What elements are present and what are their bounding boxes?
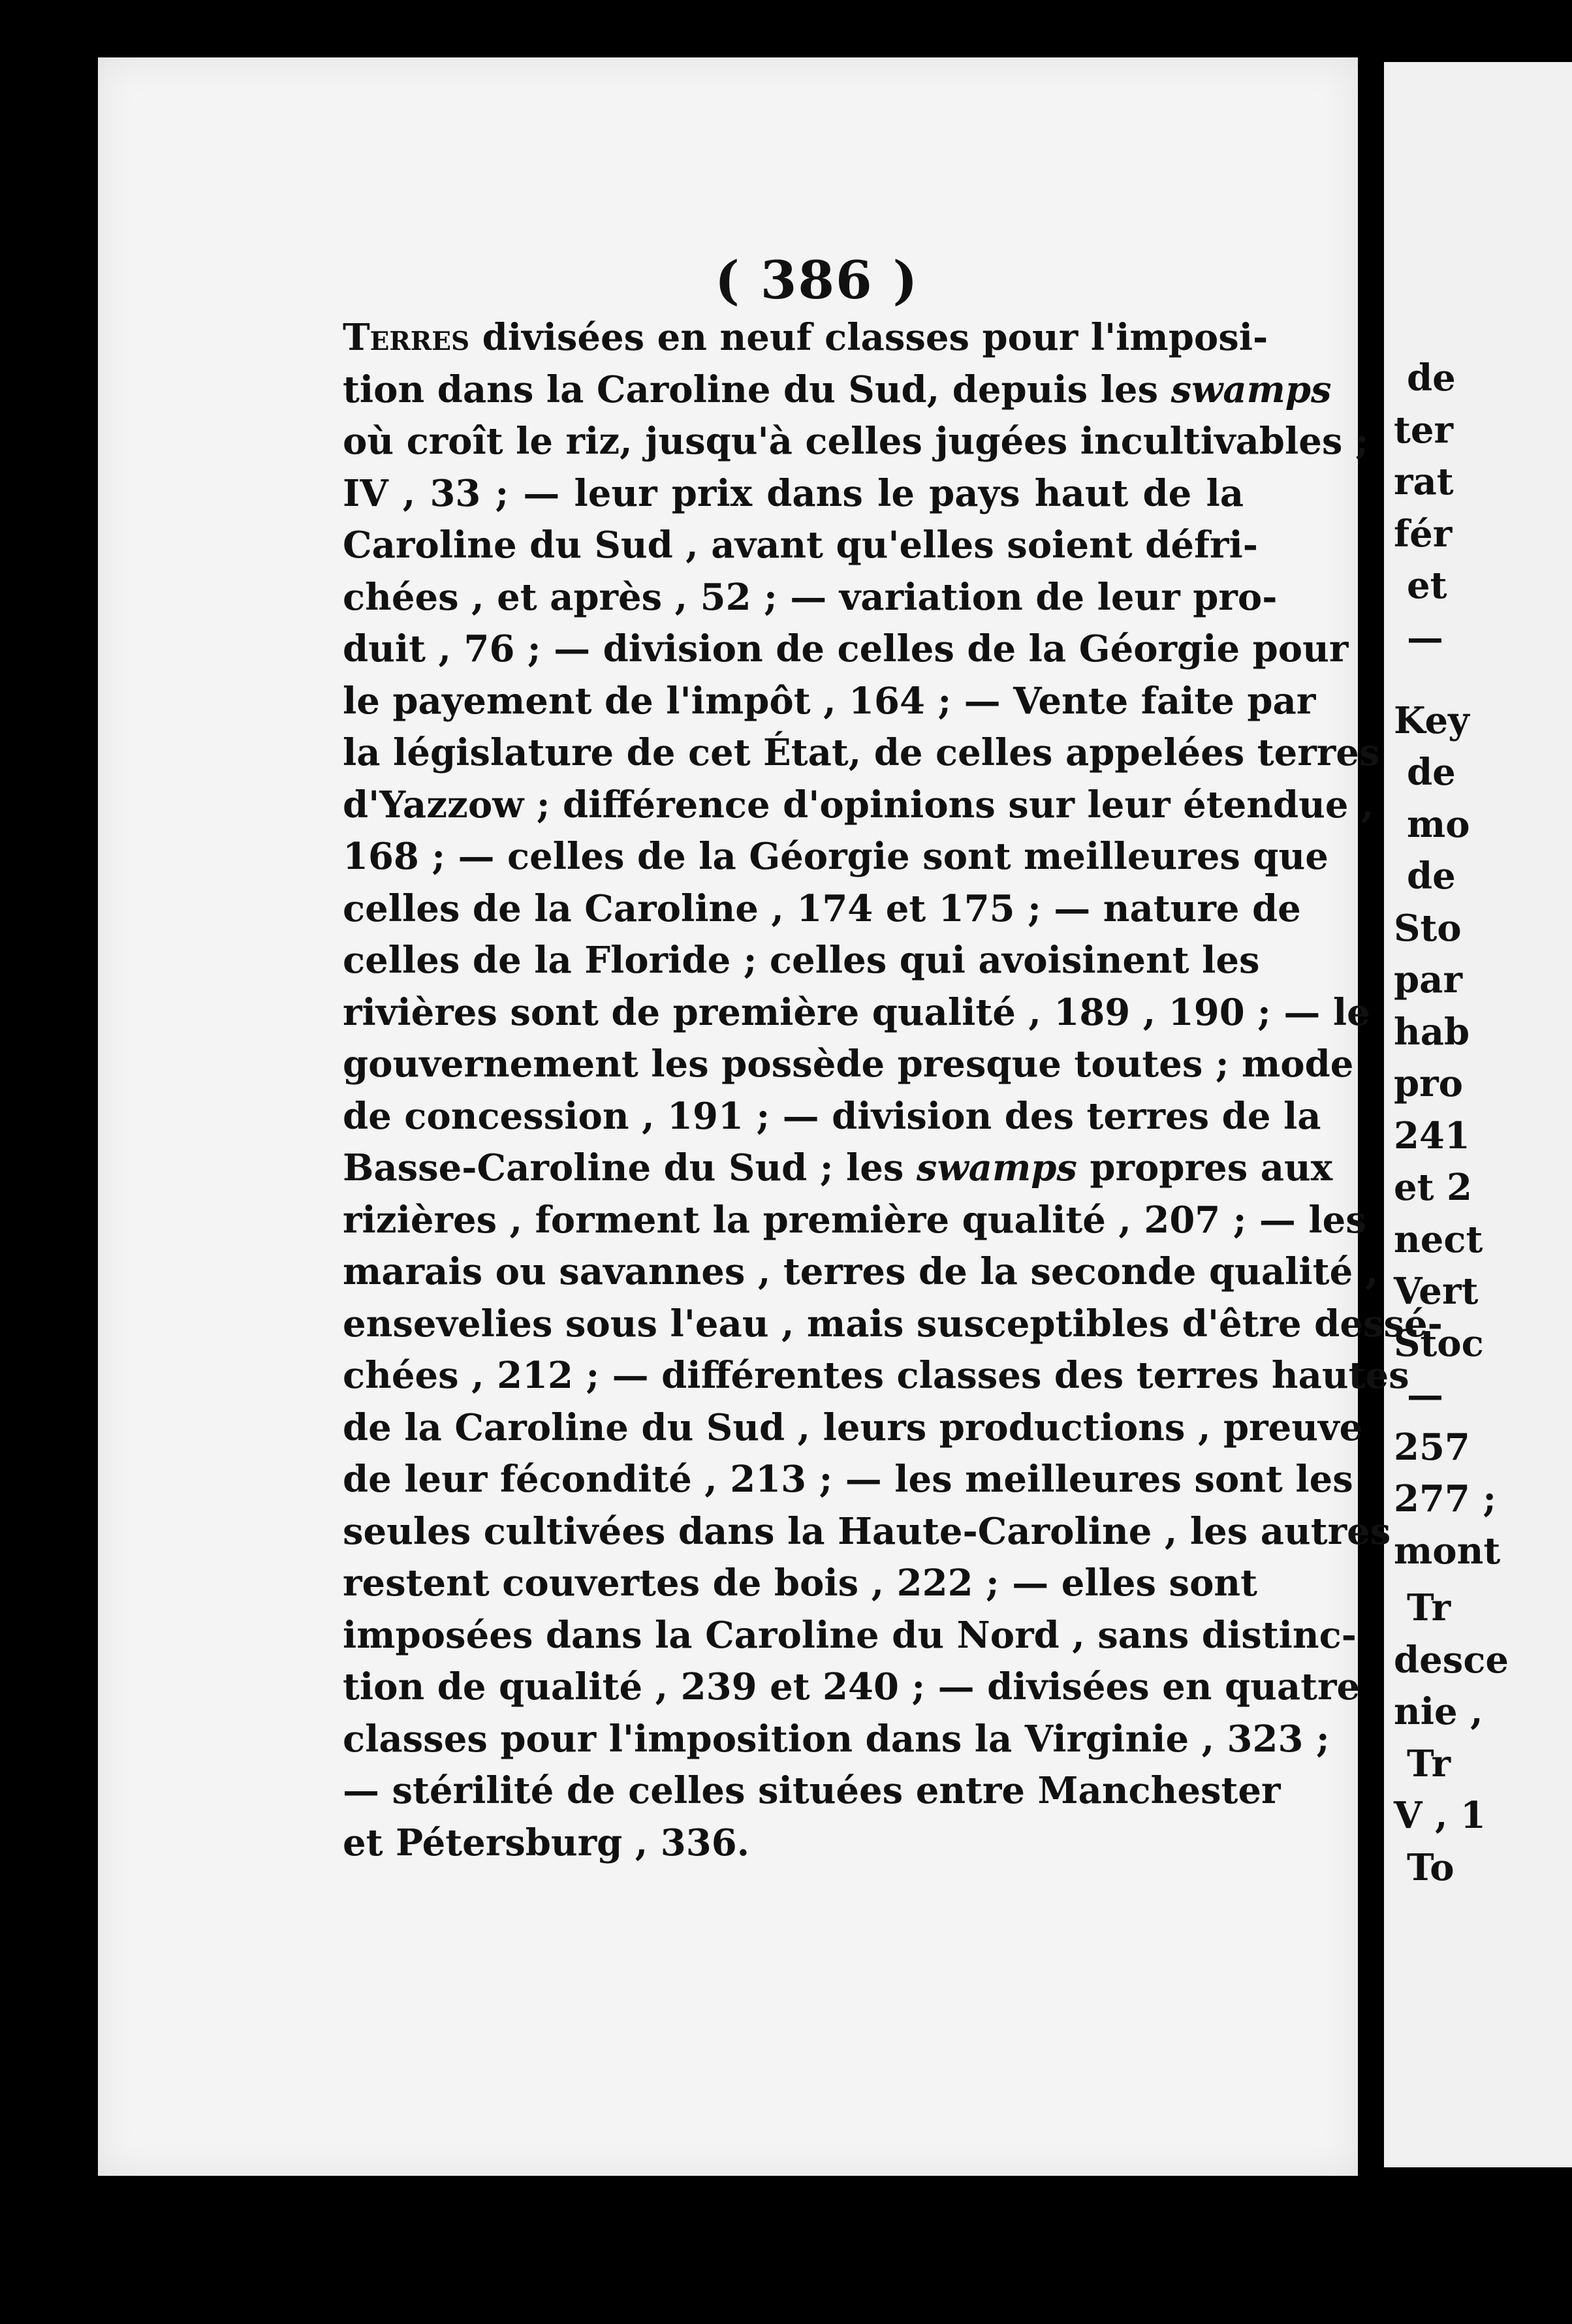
right-page-line: de bbox=[1407, 356, 1456, 400]
line-text: chées , 212 ; — différentes classes des terres hautes bbox=[343, 1354, 1409, 1397]
text-line bbox=[343, 883, 1301, 935]
line-text: et Pétersburg , 336. bbox=[343, 1821, 750, 1864]
right-page-line: 241 bbox=[1394, 1114, 1470, 1157]
right-page-line: et 2 bbox=[1394, 1166, 1472, 1210]
entry-headword: Terres bbox=[343, 316, 470, 359]
line-text: IV , 33 ; — leur prix dans le pays haut de la bbox=[343, 471, 1244, 515]
text-line bbox=[343, 1298, 1443, 1351]
text-line bbox=[343, 831, 1328, 883]
line-text: la législature de cet État, de celles appelées terres bbox=[343, 731, 1380, 774]
line-text: tion de qualité , 239 et 240 ; — divisées en quatre bbox=[343, 1665, 1360, 1708]
right-page-line: Stoc bbox=[1394, 1321, 1484, 1365]
line-text-end: propres aux bbox=[1077, 1146, 1333, 1189]
right-page-line: ter bbox=[1394, 408, 1453, 452]
text-line bbox=[343, 1506, 1391, 1558]
line-text: divisées en neuf classes pour l'imposi- bbox=[469, 316, 1268, 359]
line-text: où croît le riz, jusqu'à celles jugées incultivables ; bbox=[343, 420, 1369, 463]
right-page-line: et bbox=[1407, 564, 1447, 607]
line-text: Basse-Caroline du Sud ; les bbox=[343, 1146, 917, 1189]
italic-term: swamps bbox=[1171, 368, 1332, 411]
right-page-line: Vert bbox=[1394, 1270, 1479, 1313]
right-page-line: de bbox=[1407, 751, 1456, 794]
line-text: le payement de l'impôt , 164 ; — Vente faite par bbox=[343, 679, 1316, 723]
text-line bbox=[343, 520, 1259, 572]
text-line bbox=[343, 364, 1332, 416]
line-text: rizières , forment la première qualité , 207 ; — les bbox=[343, 1198, 1366, 1242]
text-line bbox=[343, 623, 1349, 676]
text-line bbox=[343, 1350, 1409, 1402]
right-page-line: Key bbox=[1394, 699, 1470, 742]
text-line bbox=[343, 1765, 1281, 1817]
line-text: d'Yazzow ; différence d'opinions sur leur étendue , bbox=[343, 783, 1374, 826]
line-text: gouvernement les possède presque toutes ; mode bbox=[343, 1043, 1354, 1086]
line-text: imposées dans la Caroline du Nord , sans distinc- bbox=[343, 1613, 1357, 1657]
line-text: tion dans la Caroline du Sud, depuis les bbox=[343, 368, 1171, 411]
right-page-line: Tr bbox=[1407, 1586, 1451, 1630]
line-text: seules cultivées dans la Haute-Caroline , les autres bbox=[343, 1509, 1391, 1553]
right-page-line: — bbox=[1407, 616, 1443, 659]
right-page-line: Sto bbox=[1394, 906, 1462, 950]
text-line bbox=[343, 727, 1380, 779]
text-line bbox=[343, 1817, 1244, 1870]
text-line bbox=[343, 1661, 1360, 1714]
right-page-line: mo bbox=[1407, 802, 1470, 846]
text-line bbox=[343, 935, 1260, 987]
text-line bbox=[343, 1454, 1353, 1506]
text-line bbox=[343, 1714, 1330, 1766]
text-line bbox=[343, 1402, 1363, 1454]
text-line bbox=[343, 416, 1369, 468]
right-page-line: Tr bbox=[1407, 1742, 1451, 1785]
text-line bbox=[343, 468, 1244, 520]
right-page-line: nie , bbox=[1394, 1690, 1483, 1734]
line-text: celles de la Caroline , 174 et 175 ; — nature de bbox=[343, 887, 1301, 930]
right-page-line: fér bbox=[1394, 512, 1453, 556]
line-text: celles de la Floride ; celles qui avoisinent les bbox=[343, 939, 1260, 982]
line-text: Caroline du Sud , avant qu'elles soient défri- bbox=[343, 524, 1259, 567]
right-page-line: — bbox=[1407, 1374, 1443, 1417]
text-line bbox=[343, 1558, 1258, 1610]
line-text: classes pour l'imposition dans la Virginie , 323 ; bbox=[343, 1717, 1330, 1761]
line-text: de leur fécondité , 213 ; — les meilleures sont les bbox=[343, 1458, 1353, 1501]
right-page-line: pro bbox=[1394, 1062, 1464, 1106]
line-text: de concession , 191 ; — division des terres de la bbox=[343, 1094, 1321, 1138]
line-text: restent couvertes de bois , 222 ; — elles sont bbox=[343, 1562, 1258, 1605]
text-line bbox=[343, 1195, 1366, 1247]
right-page-line: V , 1 bbox=[1394, 1794, 1486, 1838]
right-page-line: rat bbox=[1394, 460, 1454, 503]
right-page-line: hab bbox=[1394, 1010, 1470, 1054]
right-page-line: 277 ; bbox=[1394, 1477, 1497, 1521]
text-line bbox=[343, 312, 1268, 364]
right-page-line: To bbox=[1407, 1845, 1454, 1889]
line-text: ensevelies sous l'eau , mais susceptibles d'être dessé- bbox=[343, 1302, 1443, 1345]
text-line bbox=[343, 1142, 1333, 1195]
text-line bbox=[343, 987, 1370, 1039]
right-page-line: de bbox=[1407, 855, 1456, 898]
line-text: 168 ; — celles de la Géorgie sont meilleures que bbox=[343, 835, 1328, 878]
text-line bbox=[343, 1246, 1379, 1298]
right-page-line: 257 bbox=[1394, 1425, 1470, 1469]
text-line bbox=[343, 1039, 1354, 1091]
text-line bbox=[343, 779, 1374, 832]
line-text: marais ou savannes , terres de la seconde qualité , bbox=[343, 1250, 1379, 1293]
line-text: rivières sont de première qualité , 189 , 190 ; — le bbox=[343, 990, 1370, 1034]
right-page-line: mont bbox=[1394, 1529, 1501, 1573]
text-line bbox=[343, 572, 1278, 624]
text-line bbox=[343, 676, 1316, 728]
right-page-line: desce bbox=[1394, 1638, 1509, 1682]
line-text: — stérilité de celles situées entre Manchester bbox=[343, 1769, 1281, 1812]
book-gutter bbox=[1358, 39, 1384, 2193]
right-page-line: par bbox=[1394, 958, 1462, 1002]
text-line bbox=[343, 1091, 1321, 1143]
right-page-line: nect bbox=[1394, 1217, 1483, 1261]
line-text: duit , 76 ; — division de celles de la Géorgie pour bbox=[343, 627, 1349, 670]
italic-term: swamps bbox=[916, 1146, 1077, 1189]
page-number: ( 386 ) bbox=[715, 249, 919, 311]
text-line bbox=[343, 1610, 1357, 1662]
line-text: chées , et après , 52 ; — variation de leur pro- bbox=[343, 575, 1278, 619]
line-text: de la Caroline du Sud , leurs productions , preuve bbox=[343, 1405, 1363, 1449]
